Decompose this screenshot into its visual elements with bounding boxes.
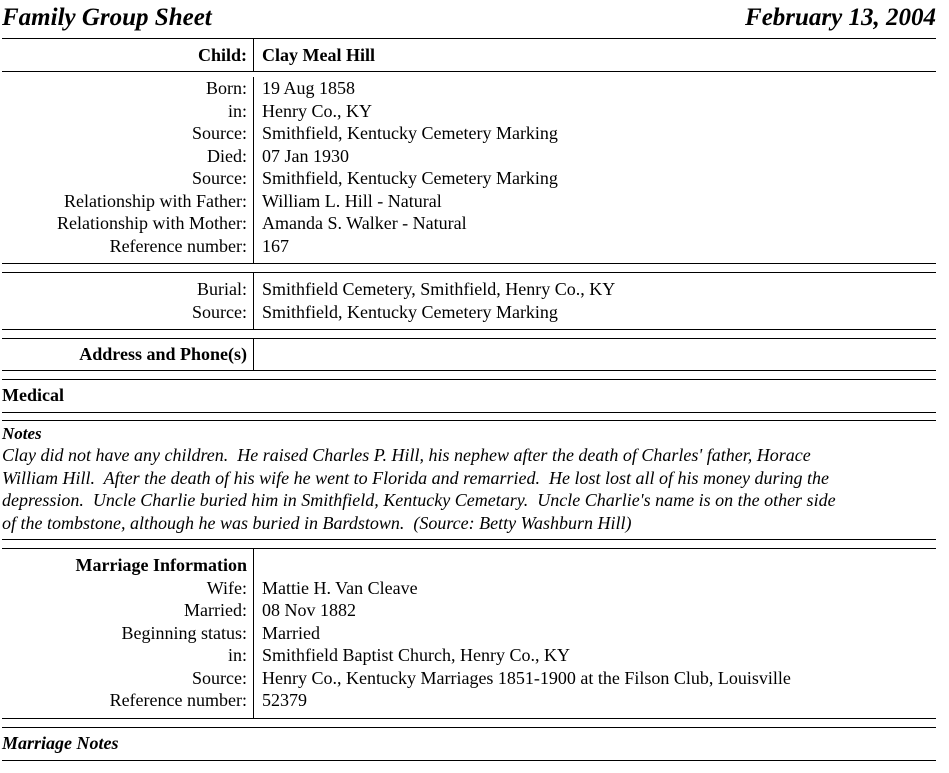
medical-heading (2, 380, 936, 412)
father-relationship-label: Relationship with Father: (64, 190, 247, 211)
birth-place-label: in: (227, 100, 247, 121)
reference-number-label: Reference number: (109, 235, 247, 256)
spacer (2, 371, 936, 379)
death-source-value: Smithfield, Kentucky Cemetery Marking (262, 168, 558, 188)
mother-relationship-value: Amanda S. Walker - Natural (262, 213, 467, 233)
report-date: February 13, 2004 (745, 4, 936, 31)
wife-value: Mattie H. Van Cleave (262, 577, 418, 598)
marriage-section (2, 549, 936, 718)
beginning-status-label: Beginning status: (121, 622, 247, 643)
burial-section (2, 273, 936, 329)
address-section (2, 339, 936, 370)
marriage-notes-heading (2, 728, 936, 760)
beginning-status-value: Married (262, 622, 320, 643)
wife-label: Wife: (206, 577, 247, 598)
spacer (2, 413, 936, 420)
marriage-place-label: in: (227, 645, 247, 665)
notes-line: of the tombstone, although he was buried in Bardstown. (Source: Betty Washburn Hill) (2, 512, 632, 533)
notes-section (2, 421, 936, 539)
burial-source-label: Source: (192, 301, 247, 322)
reference-number-value: 167 (262, 235, 289, 256)
notes-line: depression. Uncle Charlie buried him in Smithfield, Kentucky Cemetary. Uncle Charlie's name is on the other side (2, 490, 836, 510)
vitals-section (2, 72, 936, 263)
notes-line: Clay did not have any children. He raised Charles P. Hill, his nephew after the death of Charles' father, Horace (2, 445, 811, 465)
address-label-text: Address and Phone(s) (79, 344, 247, 364)
spacer (262, 554, 936, 577)
marriage-source-label: Source: (192, 667, 247, 688)
burial-values (254, 273, 936, 329)
vitals-labels (2, 77, 254, 263)
married-label: Married: (184, 600, 247, 620)
divider (2, 760, 936, 761)
born-value: 19 Aug 1858 (262, 78, 356, 98)
spacer (2, 330, 936, 338)
birth-source-value: Smithfield, Kentucky Cemetery Marking (262, 123, 558, 143)
father-relationship-value: William L. Hill - Natural (262, 190, 442, 211)
spacer (2, 264, 936, 272)
born-label: Born: (205, 78, 247, 98)
marriage-reference-value: 52379 (262, 690, 307, 710)
marriage-labels (2, 549, 254, 718)
notes-line: William Hill. After the death of his wife he went to Florida and remarried. He lost lost all of his money during the (2, 467, 829, 488)
spacer (2, 540, 936, 548)
child-label (2, 39, 254, 71)
family-group-sheet (2, 0, 936, 761)
page-title: Family Group Sheet (2, 4, 212, 31)
marriage-values (254, 549, 936, 718)
child-name-text: Clay Meal Hill (262, 45, 375, 65)
spacer (2, 719, 936, 727)
address-value (254, 339, 936, 370)
child-name (254, 39, 936, 71)
burial-value: Smithfield Cemetery, Smithfield, Henry Co., KY (262, 279, 616, 299)
burial-label: Burial: (197, 279, 247, 299)
mother-relationship-label: Relationship with Mother: (57, 213, 247, 233)
medical-label: Medical (2, 385, 64, 405)
birth-place-value: Henry Co., KY (262, 100, 372, 121)
marriage-place-value: Smithfield Baptist Church, Henry Co., KY (262, 645, 570, 665)
header (2, 0, 936, 38)
vitals-values (254, 77, 936, 263)
marriage-source-value: Henry Co., Kentucky Marriages 1851-1900 at the Filson Club, Louisville (262, 667, 791, 688)
died-value: 07 Jan 1930 (262, 145, 349, 166)
address-label (2, 339, 254, 370)
died-label: Died: (207, 145, 247, 166)
married-value: 08 Nov 1882 (262, 600, 356, 620)
child-section (2, 39, 936, 71)
burial-labels (2, 273, 254, 329)
marriage-reference-label: Reference number: (109, 690, 247, 710)
death-source-label: Source: (192, 168, 247, 188)
marriage-notes-label: Marriage Notes (2, 732, 119, 753)
birth-source-label: Source: (192, 123, 247, 143)
burial-source-value: Smithfield, Kentucky Cemetery Marking (262, 301, 558, 322)
notes-heading: Notes (2, 424, 42, 443)
child-label-text: Child: (197, 45, 247, 65)
marriage-heading: Marriage Information (75, 555, 247, 575)
